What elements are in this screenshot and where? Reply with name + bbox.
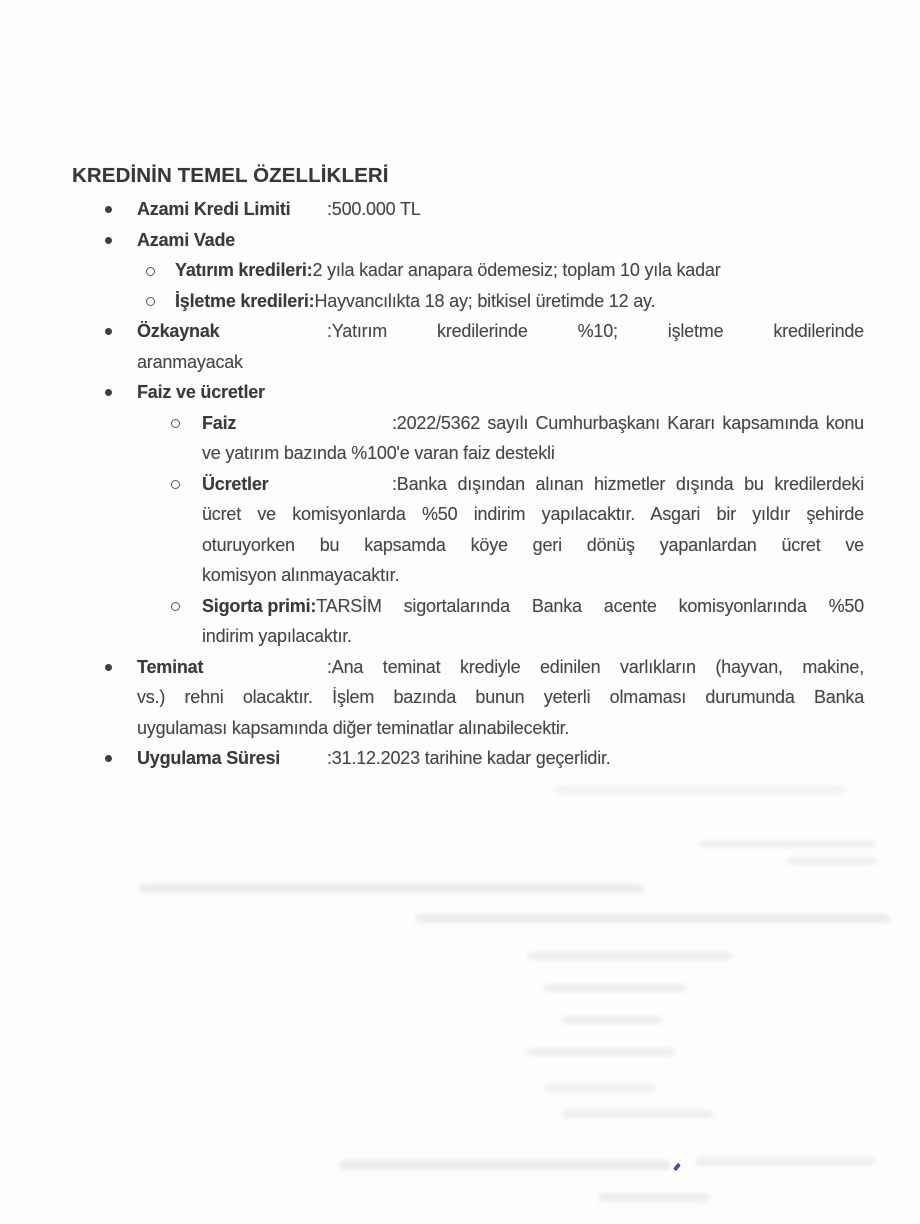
item-value-continued: oturuyorken bu kapsamda köye geri dönüş yapanlardan ücret ve bbox=[202, 534, 864, 555]
item-value-continued: komisyon alınmayacaktır. bbox=[202, 565, 400, 585]
item-label: Sigorta primi: bbox=[202, 595, 317, 616]
item-label: Azami Vade bbox=[137, 229, 236, 250]
item-label: Faiz ve ücretler bbox=[137, 382, 265, 402]
item-value: Hayvancılıkta 18 ay; bitkisel üretimde 12 ay. bbox=[314, 290, 656, 311]
sublist-item-sigorta-primi bbox=[202, 591, 864, 652]
bleed-through-smudge bbox=[544, 1084, 656, 1092]
bullet-icon bbox=[105, 389, 112, 396]
item-value-continued: ücret ve komisyonlarda %50 indirim yapılacaktır. Asgari bir yıldır şehirde bbox=[202, 504, 864, 524]
item-value-continued: vs.) rehni olacaktır. İşlem bazında bunun yeterli olmaması durumunda Banka bbox=[137, 687, 864, 707]
item-value: :Ana teminat krediyle edinilen varlıkların (hayvan, makine, bbox=[327, 656, 864, 677]
list-item-uygulama-suresi bbox=[137, 743, 864, 774]
item-value-continued: ve yatırım bazında %100'e varan faiz destekli bbox=[202, 443, 555, 463]
bleed-through-smudge bbox=[598, 1193, 710, 1202]
list-item-azami-vade bbox=[137, 225, 864, 256]
page-title: KREDİNİN TEMEL ÖZELLİKLERİ bbox=[72, 164, 389, 187]
item-value: :2022/5362 sayılı Cumhurbaşkanı Kararı kapsamında konu bbox=[392, 412, 864, 433]
bleed-through-smudge bbox=[788, 857, 876, 865]
bleed-through-smudge bbox=[700, 840, 875, 848]
item-value-continued: uygulaması kapsamında diğer teminatlar alınabilecektir. bbox=[137, 717, 570, 738]
bleed-through-smudge bbox=[139, 884, 644, 893]
item-label: Yatırım kredileri: bbox=[175, 260, 313, 280]
ink-mark bbox=[673, 1163, 681, 1172]
item-value: :31.12.2023 tarihine kadar geçerlidir. bbox=[327, 748, 611, 768]
bleed-through-smudge bbox=[415, 914, 890, 923]
bullet-icon bbox=[105, 755, 112, 762]
item-value-continued: indirim yapılacaktır. bbox=[202, 626, 352, 646]
item-value: :Yatırım kredilerinde %10; işletme kredilerinde bbox=[327, 321, 864, 341]
item-label: Faiz bbox=[202, 412, 237, 433]
bleed-through-smudge bbox=[555, 786, 845, 794]
circle-bullet-icon bbox=[146, 297, 155, 306]
circle-bullet-icon bbox=[171, 419, 180, 428]
item-label: Ücretler bbox=[202, 473, 269, 494]
item-label: İşletme kredileri: bbox=[175, 290, 315, 311]
circle-bullet-icon bbox=[171, 602, 180, 611]
bullet-icon bbox=[105, 237, 112, 244]
list-item-azami-kredi-limiti bbox=[137, 194, 864, 225]
item-value: 2 yıla kadar anapara ödemesiz; toplam 10 yıla kadar bbox=[312, 260, 721, 280]
item-label: Özkaynak bbox=[137, 321, 220, 341]
item-value: :500.000 TL bbox=[327, 199, 421, 219]
bleed-through-smudge bbox=[527, 952, 732, 960]
bleed-through-smudge bbox=[527, 1048, 675, 1056]
sublist-item-isletme-kredileri bbox=[175, 286, 864, 317]
item-label: Uygulama Süresi bbox=[137, 748, 281, 768]
item-label: Azami Kredi Limiti bbox=[137, 199, 291, 219]
sublist-item-faiz bbox=[202, 408, 864, 469]
bullet-icon bbox=[105, 664, 112, 671]
item-value: TARSİM sigortalarında Banka acente komisyonlarında %50 bbox=[316, 595, 864, 616]
bullet-icon bbox=[105, 328, 112, 335]
bleed-through-smudge bbox=[562, 1016, 662, 1024]
item-value-continued: aranmayacak bbox=[137, 351, 243, 372]
bleed-through-smudge bbox=[562, 1110, 714, 1118]
bleed-through-smudge bbox=[544, 984, 686, 992]
bleed-through-smudge bbox=[695, 1157, 875, 1166]
bullet-icon bbox=[105, 206, 112, 213]
item-value: :Banka dışından alınan hizmetler dışında bu kredilerdeki bbox=[392, 473, 864, 494]
circle-bullet-icon bbox=[146, 267, 155, 276]
sublist-item-ucretler bbox=[202, 469, 864, 591]
list-item-faiz-ve-ucretler bbox=[137, 377, 864, 408]
bleed-through-smudge bbox=[340, 1160, 670, 1170]
circle-bullet-icon bbox=[171, 480, 180, 489]
list-item-ozkaynak bbox=[137, 316, 864, 377]
list-item-teminat bbox=[137, 652, 864, 744]
sublist-item-yatirim-kredileri bbox=[175, 255, 864, 286]
item-label: Teminat bbox=[137, 656, 204, 677]
